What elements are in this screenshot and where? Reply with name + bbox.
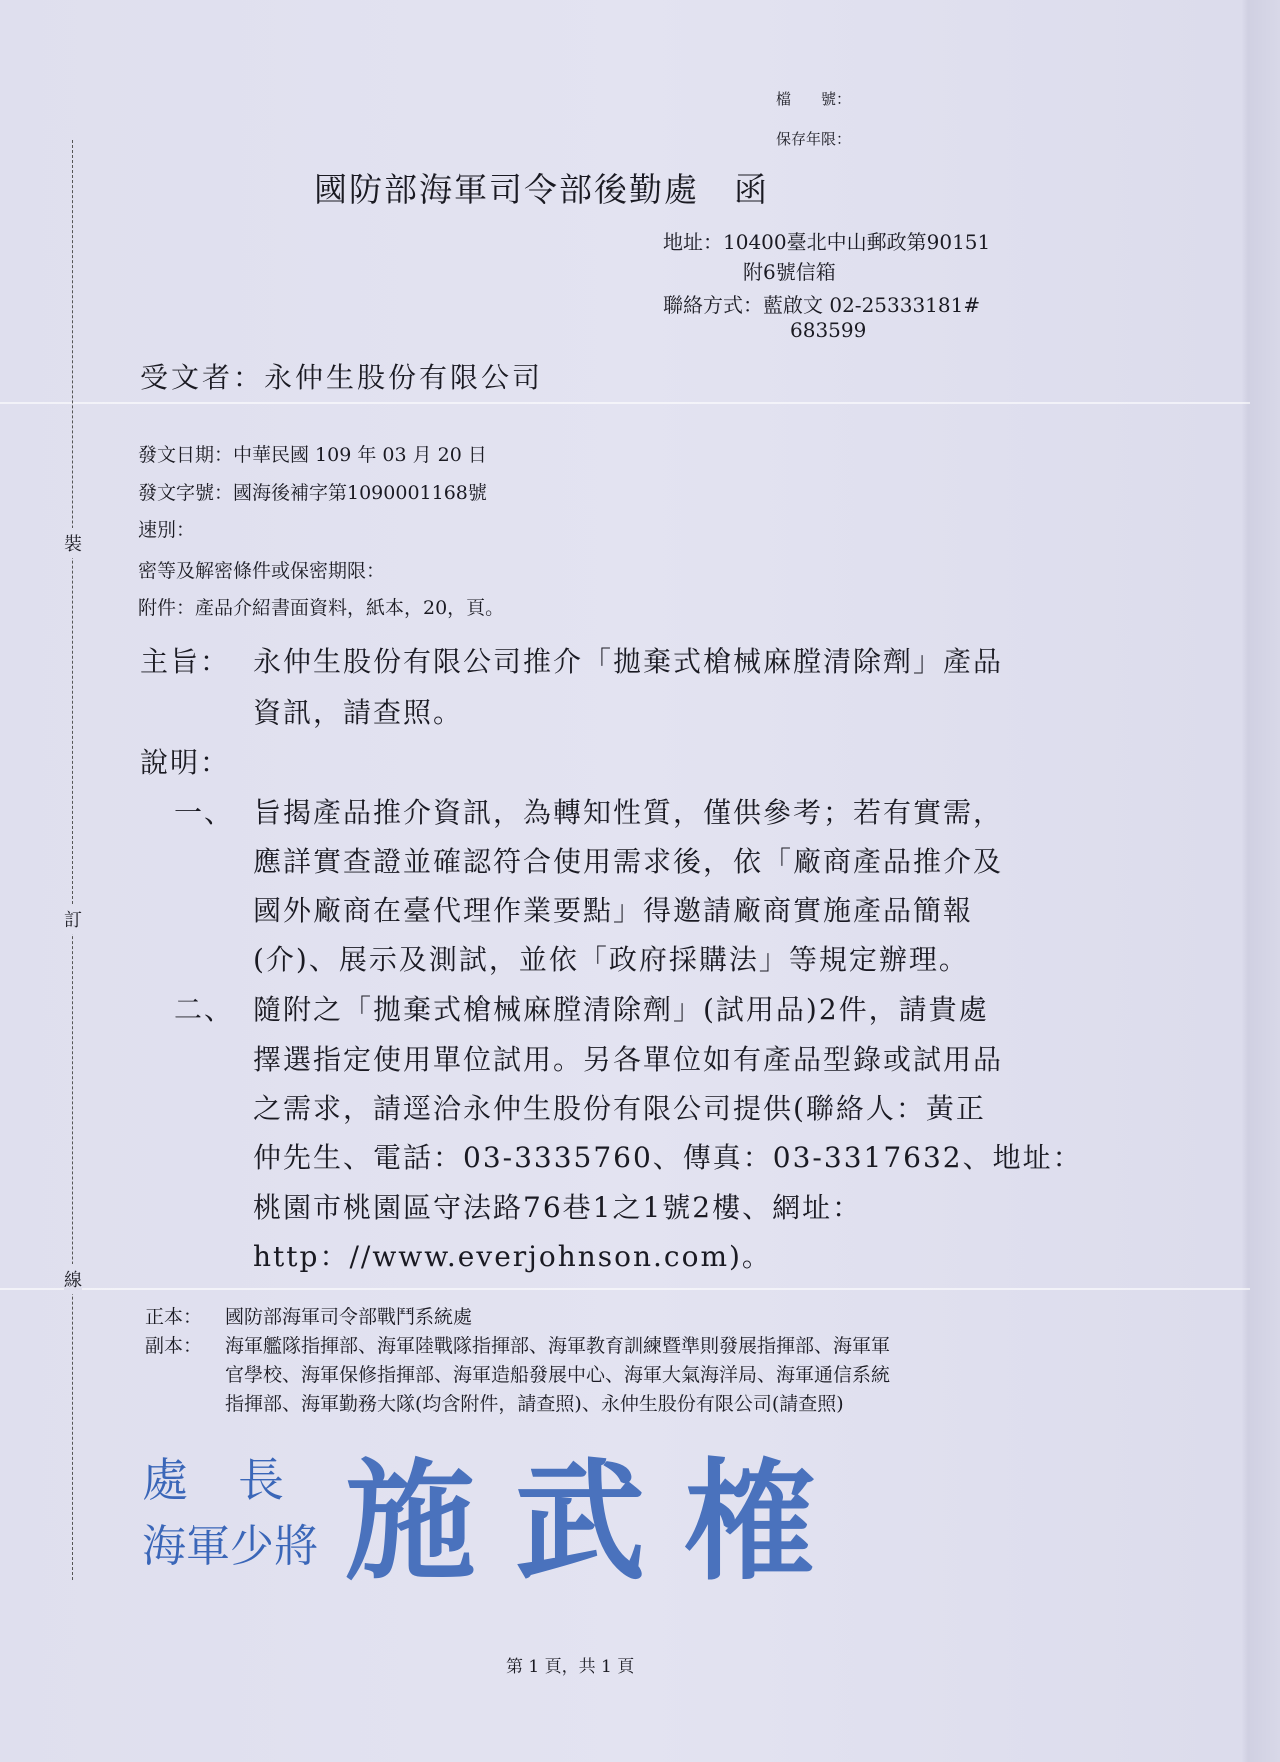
paper-fold xyxy=(0,1288,1250,1290)
copy-recipient-line: 指揮部、海軍勤務大隊(均含附件，請查照)、永仲生股份有限公司(請查照) xyxy=(225,1393,844,1415)
explanation-label: 說明： xyxy=(140,746,231,779)
binding-mark-top: 裝 xyxy=(64,528,82,558)
address-line: 地址：10400臺北中山郵政第90151 xyxy=(663,230,991,254)
copy-recipient-label: 副本： xyxy=(145,1335,203,1357)
binding-mark-middle: 訂 xyxy=(64,904,82,934)
contact-line: 聯絡方式：藍啟文 02-25333181# xyxy=(663,293,981,317)
item-line: 桃園市桃園區守法路76巷1之1號2樓、網址： xyxy=(253,1191,863,1224)
item-line: 國外廠商在臺代理作業要點」得邀請廠商實施產品簡報 xyxy=(253,894,974,927)
issue-date: 發文日期：中華民國 109 年 03 月 20 日 xyxy=(138,444,487,466)
paper-fold xyxy=(0,402,1250,404)
retention-label: 保存年限： xyxy=(776,130,852,148)
item-line: 擇選指定使用單位試用。另各單位如有產品型錄或試用品 xyxy=(253,1043,1004,1076)
secrecy-level: 密等及解密條件或保密期限： xyxy=(138,560,386,582)
signature-stamp: 施武榷 xyxy=(345,1445,856,1598)
subject-line: 永仲生股份有限公司推介「拋棄式槍械麻膛清除劑」產品 xyxy=(253,645,1004,678)
item-line: 隨附之「拋棄式槍械麻膛清除劑」(試用品)2件，請貴處 xyxy=(253,993,989,1026)
contact-line: 683599 xyxy=(790,318,867,342)
item-number: 二、 xyxy=(174,993,235,1026)
stamp-rank: 海軍少將 xyxy=(142,1521,318,1572)
recipient: 受文者：永仲生股份有限公司 xyxy=(140,361,544,394)
item-line: http：//www.everjohnson.com)。 xyxy=(253,1240,772,1273)
subject-label: 主旨： xyxy=(140,645,231,678)
binding-mark-bottom: 線 xyxy=(64,1264,82,1294)
item-number: 一、 xyxy=(174,796,235,829)
stamp-title: 處 長 xyxy=(142,1453,286,1507)
subject-line: 資訊，請查照。 xyxy=(253,696,464,729)
document-title: 國防部海軍司令部後勤處 函 xyxy=(314,170,769,209)
speed-class: 速別： xyxy=(138,519,196,541)
original-recipient-label: 正本： xyxy=(145,1306,203,1328)
attachment: 附件：產品介紹書面資料，紙本，20，頁。 xyxy=(138,597,505,619)
binding-line xyxy=(72,140,73,1580)
copy-recipient-line: 官學校、海軍保修指揮部、海軍造船發展中心、海軍大氣海洋局、海軍通信系統 xyxy=(225,1364,891,1386)
file-number-label: 檔 號： xyxy=(776,90,852,108)
item-line: 應詳實查證並確認符合使用需求後，依「廠商產品推介及 xyxy=(253,845,1004,878)
item-line: 之需求，請逕洽永仲生股份有限公司提供(聯絡人：黃正 xyxy=(253,1092,986,1125)
original-recipient: 國防部海軍司令部戰鬥系統處 xyxy=(225,1306,473,1328)
item-line: (介)、展示及測試，並依「政府採購法」等規定辦理。 xyxy=(253,943,969,976)
item-line: 旨揭產品推介資訊，為轉知性質，僅供參考；若有實需， xyxy=(253,796,1004,829)
item-line: 仲先生、電話：03-3335760、傳真：03-3317632、地址： xyxy=(253,1141,1083,1174)
page-number: 第 1 頁，共 1 頁 xyxy=(506,1657,635,1677)
document-number: 發文字號：國海後補字第1090001168號 xyxy=(138,482,487,504)
address-line: 附6號信箱 xyxy=(743,260,836,284)
copy-recipient-line: 海軍艦隊指揮部、海軍陸戰隊指揮部、海軍教育訓練暨準則發展指揮部、海軍軍 xyxy=(225,1335,891,1357)
